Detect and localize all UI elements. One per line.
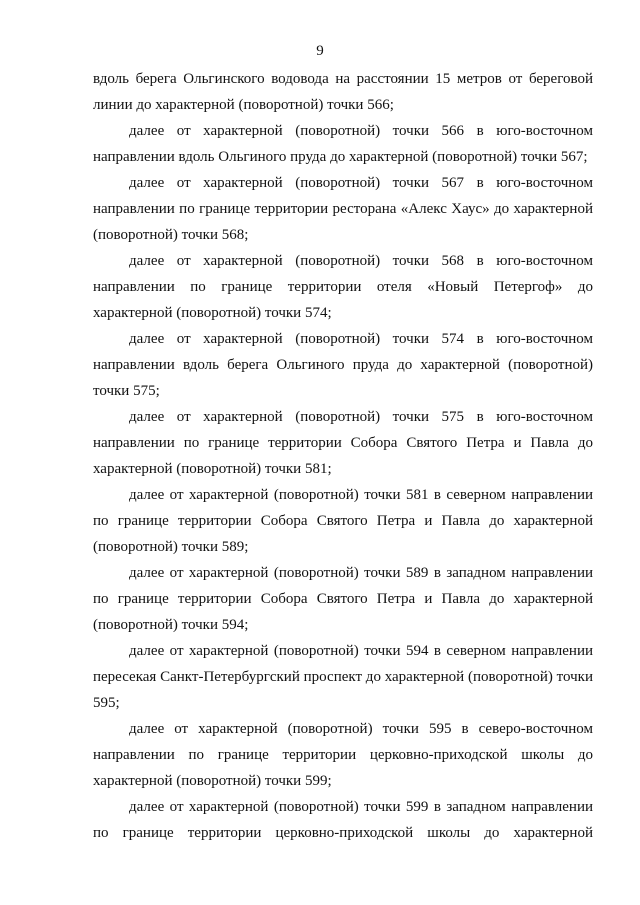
paragraph: далее от характерной (поворотной) точки 581 в северном направлении по границе территории Собора Святого Петра и Павла до характерной (поворотной) точки 589; (93, 487, 593, 555)
paragraph: далее от характерной (поворотной) точки 589 в западном направлении по границе территории Собора Святого Петра и Павла до характерной (поворотной) точки 594; (93, 565, 593, 633)
paragraph: далее от характерной (поворотной) точки 566 в юго-восточном направлении вдоль Ольгиного пруда до характерной (поворотной) точки 567; (93, 123, 593, 165)
paragraph: далее от характерной (поворотной) точки 568 в юго-восточном направлении по границе территории отеля «Новый Петергоф» до характерной (поворотной) точки 574; (93, 253, 593, 321)
paragraph: далее от характерной (поворотной) точки 574 в юго-восточном направлении вдоль берега Ольгиного пруда до характерной (поворотной) точки 575; (93, 331, 593, 399)
paragraph: далее от характерной (поворотной) точки 595 в северо-восточном направлении по границе территории церковно-приходской школы до характерной (поворотной) точки 599; (93, 721, 593, 789)
paragraph: далее от характерной (поворотной) точки 594 в северном направлении пересекая Санкт-Петербургский проспект до характерной (поворотной) точки 595; (93, 643, 593, 711)
document-body (93, 66, 593, 846)
paragraph: далее от характерной (поворотной) точки 567 в юго-восточном направлении по границе территории ресторана «Алекс Хаус» до характерной (поворотной) точки 568; (93, 175, 593, 243)
paragraph: вдоль берега Ольгинского водовода на расстоянии 15 метров от береговой линии до характерной (поворотной) точки 566; (93, 71, 593, 113)
paragraph: далее от характерной (поворотной) точки 575 в юго-восточном направлении по границе территории Собора Святого Петра и Павла до характерной (поворотной) точки 581; (93, 409, 593, 477)
page-number: 9 (316, 43, 324, 59)
paragraph: далее от характерной (поворотной) точки 599 в западном направлении по границе территории церковно-приходской школы до характерной (93, 799, 593, 841)
